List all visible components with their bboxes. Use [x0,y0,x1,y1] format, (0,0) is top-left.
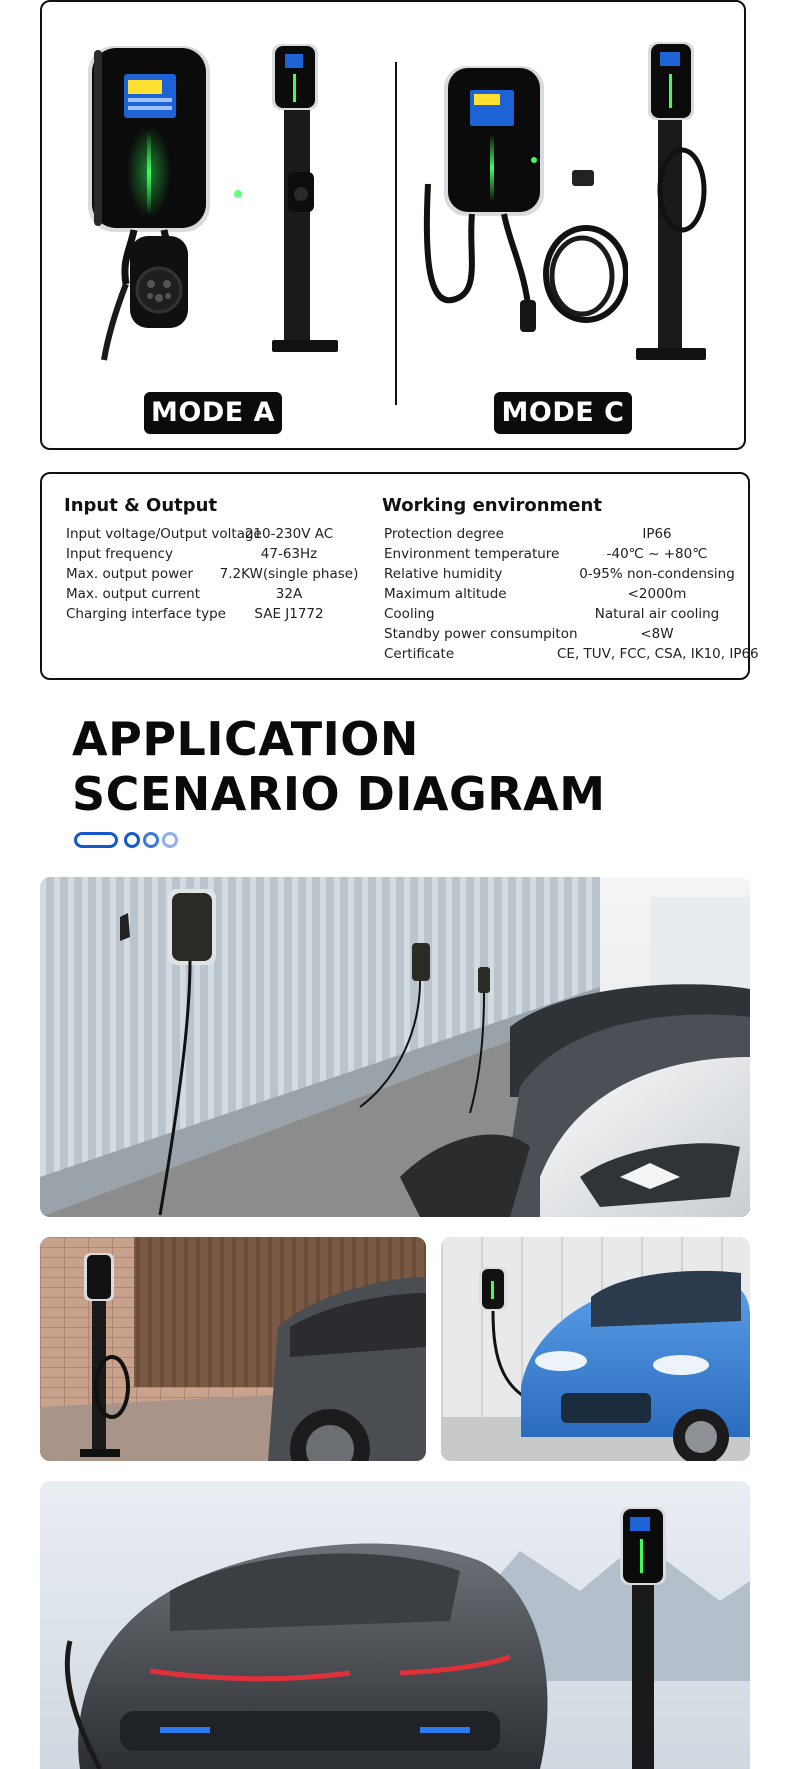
spec-value: 32A [275,586,303,602]
spec-key: Max. output power [66,566,194,582]
spec-row [64,564,364,584]
spec-row [64,524,364,544]
working-environment-specs [382,494,759,664]
spec-key: Environment temperature [384,546,560,562]
modes-panel [40,0,746,450]
spec-key: Standby power consumpiton [384,626,578,642]
spec-value: CE, TUV, FCC, CSA, IK10, IP66 [557,646,759,662]
application-title-line2: SCENARIO DIAGRAM [72,767,606,821]
spec-value: 210-230V AC [244,526,334,542]
application-title-line1: APPLICATION [72,712,419,766]
spec-row [64,544,364,564]
spec-value: 7.2KW(single phase) [219,566,359,582]
mode-a-label: MODE A [144,392,282,434]
spec-key: Cooling [384,606,435,622]
specs-panel [40,472,759,680]
spec-key: Input frequency [66,546,173,562]
input-output-specs [64,494,364,624]
spec-key: Input voltage/Output voltage [66,526,262,542]
spec-row [382,544,737,564]
spec-value: <2000m [627,586,687,602]
application-title [72,712,606,822]
spec-value: -40℃ ~ +80℃ [606,546,708,562]
spec-row [382,624,737,644]
spec-value: 47-63Hz [260,546,318,562]
spec-key: Certificate [384,646,455,662]
mode-a-pedestal-image [270,42,340,358]
spec-value: SAE J1772 [254,606,324,622]
spec-key: Charging interface type [66,606,226,622]
mode-divider [395,62,397,405]
mode-c-label: MODE C [494,392,632,434]
spec-row [64,584,364,604]
dot-icon [124,832,140,848]
spec-value: <8W [640,626,674,642]
spec-row [382,604,737,624]
photo-concept-car [40,1481,750,1769]
input-output-heading: Input & Output [64,495,218,516]
spec-key: Max. output current [66,586,201,602]
mode-c-pedestal-image [630,40,710,366]
spec-key: Protection degree [384,526,504,542]
mode-a-wallbox-image [86,40,246,365]
spec-key: Maximum altitude [384,586,507,602]
working-environment-heading: Working environment [382,495,602,516]
mode-c-wallbox-image [422,64,628,344]
spec-key: Relative humidity [384,566,503,582]
dot-icon [143,832,159,848]
spec-row [382,564,737,584]
spec-value: 0-95% non-condensing [579,566,735,582]
spec-value: IP66 [642,526,672,542]
spec-row [64,604,364,624]
photo-blue-car [441,1237,750,1461]
spec-value: Natural air cooling [594,606,720,622]
dot-icon [162,832,178,848]
spec-row [382,644,759,664]
photo-garage-pedestal [40,1237,426,1461]
spec-row [382,524,737,544]
photo-wall-chargers [40,877,750,1217]
dot-pill-icon [74,832,118,848]
spec-row [382,584,737,604]
